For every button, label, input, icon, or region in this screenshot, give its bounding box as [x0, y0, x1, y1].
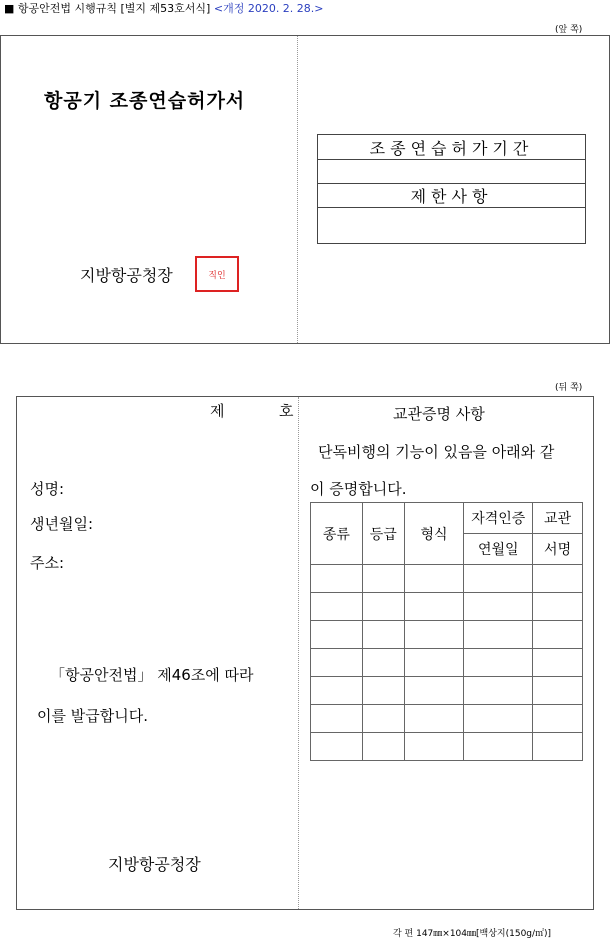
table-cell: [311, 649, 363, 677]
table-cell: [533, 593, 583, 621]
table-cell: [404, 649, 464, 677]
legal-basis-line2: 이를 발급합니다.: [37, 707, 148, 725]
table-cell: [464, 733, 533, 761]
table-cell: [311, 705, 363, 733]
table-cell: [362, 733, 404, 761]
table-cell: [362, 677, 404, 705]
table-cell: [362, 621, 404, 649]
table-cell: [362, 593, 404, 621]
period-label-row: [318, 135, 585, 160]
header-type: 종류: [311, 503, 363, 565]
instructor-statement-line1: 단독비행의 기능이 있음을 아래와 같: [318, 443, 555, 461]
table-cell: [533, 705, 583, 733]
header-grade: 등급: [362, 503, 404, 565]
back-issuer: 지방항공청장: [108, 855, 201, 874]
front-side-label: (앞 쪽): [555, 25, 583, 35]
table-cell: [464, 705, 533, 733]
table-cell: [464, 593, 533, 621]
table-row: [311, 677, 583, 705]
table-cell: [404, 621, 464, 649]
header-signature: 서명: [533, 534, 583, 565]
address-field-label: 주소:: [30, 554, 65, 572]
table-cell: [464, 649, 533, 677]
table-cell: [404, 593, 464, 621]
table-cell: [404, 565, 464, 593]
table-cell: [464, 565, 533, 593]
number-prefix: 제: [210, 402, 225, 420]
header-instructor: 교관: [533, 503, 583, 534]
back-fold-line: [298, 397, 299, 909]
table-cell: [533, 649, 583, 677]
table-cell: [533, 733, 583, 761]
restrictions-label-row: [318, 184, 585, 208]
instructor-statement-line2: 이 증명합니다.: [310, 480, 407, 498]
table-cell: [533, 677, 583, 705]
table-cell: [362, 705, 404, 733]
table-cell: [464, 621, 533, 649]
name-field-label: 성명:: [30, 480, 65, 498]
table-cell: [404, 733, 464, 761]
table-header-row-1: [311, 503, 583, 534]
table-cell: [311, 565, 363, 593]
form-reference: ■ 항공안전법 시행규칙 [별지 제53호서식]: [4, 2, 211, 15]
table-cell: [311, 677, 363, 705]
front-issuer: 지방항공청장: [80, 266, 173, 285]
official-seal: [195, 256, 239, 292]
table-row: [311, 621, 583, 649]
table-cell: [533, 621, 583, 649]
table-cell: [311, 733, 363, 761]
table-row: [311, 733, 583, 761]
restrictions-value-row: [318, 208, 585, 243]
table-row: [311, 593, 583, 621]
table-row: [311, 705, 583, 733]
table-row: [311, 565, 583, 593]
legal-basis-line1: 「항공안전법」 제46조에 따라: [50, 666, 254, 684]
header-date: 연월일: [464, 534, 533, 565]
period-value-row: [318, 160, 585, 184]
permit-period-box: [317, 134, 586, 244]
birthdate-field-label: 생년월일:: [30, 515, 94, 533]
number-suffix: 호: [279, 402, 294, 420]
table-cell: [404, 677, 464, 705]
amendment-date: <개정 2020. 2. 28.>: [213, 2, 324, 15]
permit-title: 항공기 조종연습허가서: [44, 90, 246, 112]
table-cell: [311, 621, 363, 649]
table-cell: [404, 705, 464, 733]
table-cell: [464, 677, 533, 705]
paper-spec: 각 편 147㎜×104㎜[백상지(150g/㎡)]: [393, 929, 552, 939]
seal-text: 직인: [208, 270, 226, 281]
form-header: [4, 0, 324, 16]
back-side-label: (뒤 쪽): [555, 383, 583, 393]
table-cell: [533, 565, 583, 593]
instructor-certification-table: [310, 502, 583, 761]
header-model: 형식: [404, 503, 464, 565]
table-row: [311, 649, 583, 677]
front-fold-line: [297, 36, 298, 343]
table-cell: [362, 565, 404, 593]
instructor-section-title: 교관증명 사항: [393, 405, 485, 423]
restrictions-label: 제한사항: [410, 187, 493, 206]
table-cell: [362, 649, 404, 677]
period-label: 조종연습허가기간: [369, 138, 534, 158]
table-cell: [311, 593, 363, 621]
header-qualification: 자격인증: [464, 503, 533, 534]
